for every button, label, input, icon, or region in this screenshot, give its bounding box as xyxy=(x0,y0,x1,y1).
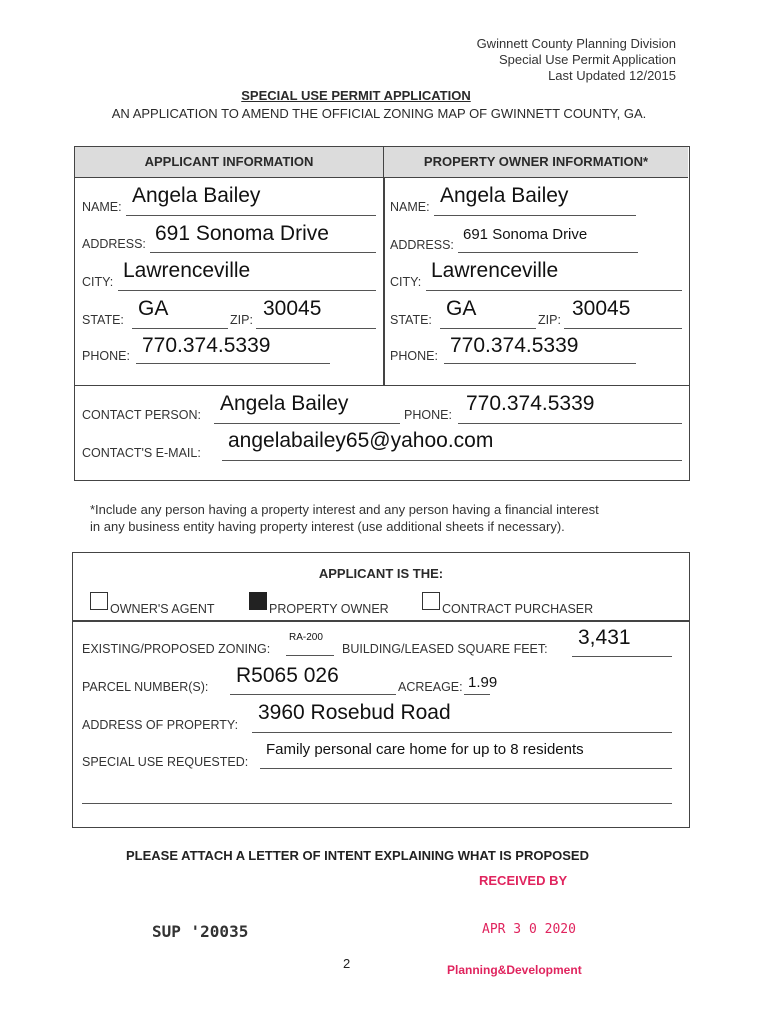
applicant-name: Angela Bailey xyxy=(132,184,261,207)
property-owner-label: PROPERTY OWNER xyxy=(269,602,389,616)
owner-name: Angela Bailey xyxy=(440,184,569,207)
contact-person-line xyxy=(214,423,400,424)
sqft-value: 3,431 xyxy=(578,626,631,649)
contact-person: Angela Bailey xyxy=(220,392,349,415)
page-number: 2 xyxy=(343,956,351,971)
acreage-label: ACREAGE: xyxy=(398,680,463,694)
property-owner-checkbox[interactable] xyxy=(249,592,267,610)
applicant-name-label: NAME: xyxy=(82,200,122,214)
case-number: SUP '20035 xyxy=(152,922,249,941)
owner-name-label: NAME: xyxy=(390,200,430,214)
applicant-phone-label: PHONE: xyxy=(82,349,130,363)
acreage-value: 1.99 xyxy=(468,674,498,691)
owner-address-label: ADDRESS: xyxy=(390,238,454,252)
stamp-date: APR 3 0 2020 xyxy=(482,922,576,937)
owner-state: GA xyxy=(446,297,477,320)
contact-email-line xyxy=(222,460,682,461)
acreage-line xyxy=(464,694,490,695)
contract-purchaser-label: CONTRACT PURCHASER xyxy=(442,602,594,616)
applicant-heading: APPLICANT INFORMATION xyxy=(75,147,383,178)
zoning-value: RA-200 xyxy=(289,632,323,643)
owner-heading: PROPERTY OWNER INFORMATION* xyxy=(384,147,688,178)
applicant-zip: 30045 xyxy=(263,297,322,320)
use-line-2 xyxy=(82,803,672,804)
applicant-state: GA xyxy=(138,297,169,320)
applicant-state-label: STATE: xyxy=(82,313,124,327)
owner-name-line xyxy=(434,215,636,216)
property-address-label: ADDRESS OF PROPERTY: xyxy=(82,718,239,732)
parcel-label: PARCEL NUMBER(S): xyxy=(82,680,209,694)
owner-city-line xyxy=(426,290,682,291)
contact-phone-label: PHONE: xyxy=(404,408,452,422)
owner-phone-label: PHONE: xyxy=(390,349,438,363)
sqft-label: BUILDING/LEASED SQUARE FEET: xyxy=(342,642,548,656)
owners-agent-label: OWNER'S AGENT xyxy=(110,602,215,616)
applicant-zip-label: ZIP: xyxy=(230,313,253,327)
header-form-name: Special Use Permit Application xyxy=(498,52,676,67)
contract-purchaser-checkbox[interactable] xyxy=(422,592,440,610)
applicant-city-label: CITY: xyxy=(82,275,114,289)
property-address: 3960 Rosebud Road xyxy=(258,701,451,724)
zoning-label: EXISTING/PROPOSED ZONING: xyxy=(82,642,271,656)
applicant-name-line xyxy=(126,215,376,216)
header-division: Gwinnett County Planning Division xyxy=(476,36,676,51)
use-label: SPECIAL USE REQUESTED: xyxy=(82,755,249,769)
applicant-phone-line xyxy=(136,363,330,364)
header-updated: Last Updated 12/2015 xyxy=(548,68,676,83)
property-address-line xyxy=(252,732,672,733)
contact-phone: 770.374.5339 xyxy=(466,392,595,415)
footnote-line-1: *Include any person having a property interest and any person having a financial interest xyxy=(90,502,599,517)
parcel-value: R5065 026 xyxy=(236,664,339,687)
owner-address-line xyxy=(458,252,638,253)
contact-person-label: CONTACT PERSON: xyxy=(82,408,201,422)
page-subtitle: AN APPLICATION TO AMEND THE OFFICIAL ZONING MAP OF GWINNETT COUNTY, GA. xyxy=(111,106,647,121)
applicant-is-heading: APPLICANT IS THE: xyxy=(318,566,444,581)
owner-phone: 770.374.5339 xyxy=(450,334,579,357)
owner-phone-line xyxy=(444,363,636,364)
contact-email-label: CONTACT'S E-MAIL: xyxy=(82,446,201,460)
owner-city: Lawrenceville xyxy=(431,259,559,282)
applicant-zip-line xyxy=(256,328,376,329)
use-value: Family personal care home for up to 8 residents xyxy=(266,741,584,758)
owner-zip-label: ZIP: xyxy=(538,313,561,327)
column-divider xyxy=(383,147,385,385)
footnote-line-2: in any business entity having property interest (use additional sheets if necessary). xyxy=(90,519,565,534)
sqft-line xyxy=(572,656,672,657)
parcel-line xyxy=(230,694,396,695)
applicant-city-line xyxy=(118,290,376,291)
use-line xyxy=(260,768,672,769)
applicant-state-line xyxy=(132,328,228,329)
owner-address: 691 Sonoma Drive xyxy=(463,226,588,243)
attach-note: PLEASE ATTACH A LETTER OF INTENT EXPLAINING WHAT IS PROPOSED xyxy=(126,848,589,863)
owner-state-line xyxy=(440,328,536,329)
contact-phone-line xyxy=(458,423,682,424)
stamp-department: Planning&Development xyxy=(447,963,582,977)
applicant-address: 691 Sonoma Drive xyxy=(155,222,329,245)
stamp-received: RECEIVED BY xyxy=(479,873,568,888)
applicant-phone: 770.374.5339 xyxy=(142,334,271,357)
owner-state-label: STATE: xyxy=(390,313,432,327)
applicant-city: Lawrenceville xyxy=(123,259,251,282)
page-title: SPECIAL USE PERMIT APPLICATION xyxy=(241,88,471,103)
owner-city-label: CITY: xyxy=(390,275,422,289)
owner-zip-line xyxy=(564,328,682,329)
owners-agent-checkbox[interactable] xyxy=(90,592,108,610)
owner-zip: 30045 xyxy=(572,297,631,320)
section-divider xyxy=(72,620,690,622)
contact-email: angelabailey65@yahoo.com xyxy=(228,429,494,452)
zoning-line xyxy=(286,655,334,656)
applicant-address-line xyxy=(150,252,376,253)
applicant-address-label: ADDRESS: xyxy=(82,237,146,251)
